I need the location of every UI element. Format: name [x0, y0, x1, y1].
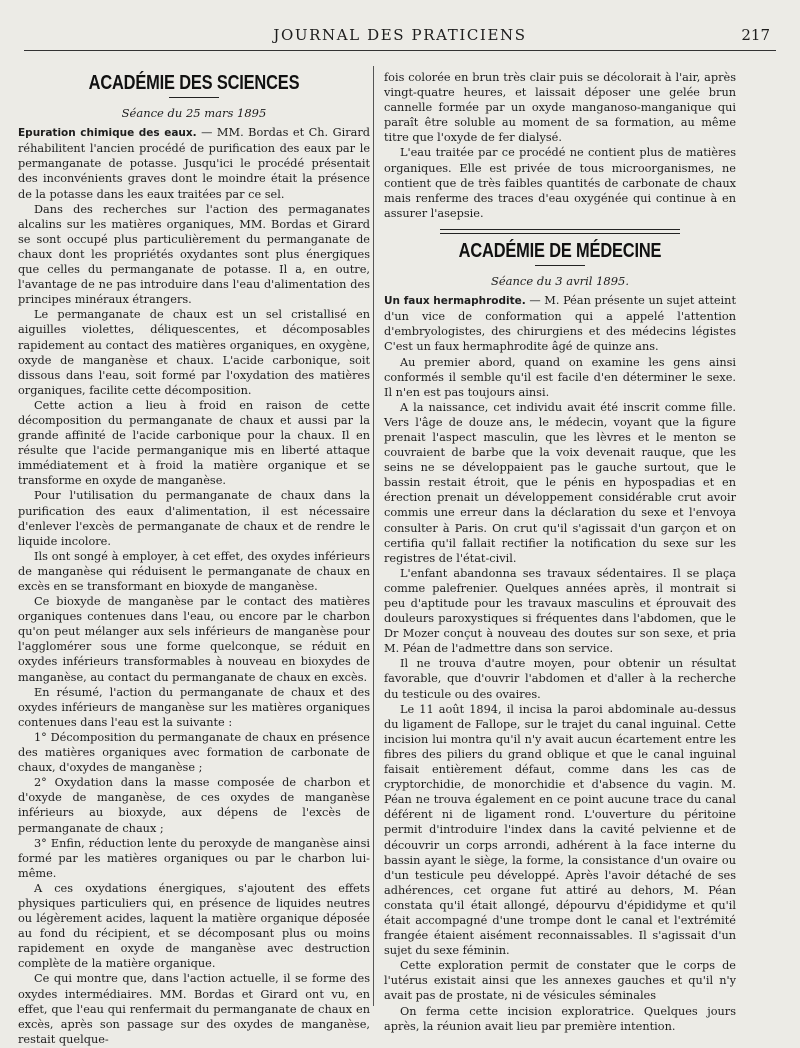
paragraph: 3° Enfin, réduction lente du peroxyde de manganèse ainsi formé par les matières organiques ou par le charbon lui-même.: [18, 836, 370, 880]
paragraph: Ce qui montre que, dans l'action actuelle, il se forme des oxydes intermédiaires. MM. Bordas et Girard ont vu, en effet, que l'eau qui renfermait du permanganate de chaux en excès, après son passage sur des oxydes de manganèse, restait quelque-: [18, 972, 370, 1046]
paragraph: — M. Péan présente un sujet atteint d'un vice de conformation qui a appelé l'attention d'embryologistes, des chirurgiens et des médecins légistes C'est un faux hermaphrodite âgé de quinze ans.: [384, 294, 736, 354]
paragraph: En résumé, l'action du permanganate de chaux et des oxydes inférieurs de manganèse sur les matières organiques contenues dans l'eau est la suivante :: [18, 685, 370, 729]
article-intro: [384, 293, 736, 354]
paragraph: fois colorée en brun très clair puis se décolorait à l'air, après vingt-quatre heures, et laissait déposer une gelée brun cannelle formée par un oxyde manganoso-manganique qui paraît être soluble au moment de sa formation, au même titre que l'oxyde de fer dialysé.: [384, 71, 736, 145]
right-column: [384, 70, 736, 1034]
paragraph: Ils ont songé à employer, à cet effet, des oxydes inférieurs de manganèse qui réduisent le permanganate de chaux en excès en se transformant en bioxyde de manganèse.: [18, 549, 370, 593]
paragraph: Dans des recherches sur l'action des permaganates alcalins sur les matières organiques, MM. Bordas et Girard se sont occupé plus particulièrement du permanganate de chaux dont les propriétés oxydantes sont plus énergiques que celles du permanganate de potasse. Il a, en outre, l'avantage de ne pas introduire dans l'eau d'alimentation des principes minéraux étrangers.: [18, 202, 370, 307]
page-header: [24, 22, 776, 51]
section-title-sciences: ACADÉMIE DES SCIENCES: [88, 72, 300, 94]
paragraph: Ce bioxyde de manganèse par le contact des matières organiques contenues dans l'eau, ou encore par le charbon qu'on peut mélanger aux sels inférieurs de manganèse pour l'agglomérer sous une forme quelconque, se réduit en oxydes inférieurs transformables à nouveau en bioxydes de manganèse, au contact du permanganate de chaux en excès.: [18, 595, 370, 684]
section-title-medecine: ACADÉMIE DE MÉDECINE: [458, 239, 662, 262]
article-title: Un faux hermaphrodite.: [384, 295, 526, 308]
paragraph: 2° Oxydation dans la masse composée de charbon et d'oxyde de manganèse, de ces oxydes de manganèse inférieurs au bioxyde, aux dépens de l'excès de permanganate de chaux ;: [18, 776, 370, 835]
paragraph: Cette action a lieu à froid en raison de cette décomposition du permanganate de chaux et aussi par la grande affinité de l'acide carbonique pour la chaux. Il en résulte que l'acide permanganique mis en liberté attaque immédiatement et à froid la matière organique et se transforme en oxyde de manganèse.: [18, 398, 370, 488]
seance-date: Séance du 3 avril 1895.: [490, 274, 630, 289]
journal-title: JOURNAL DES PRATICIENS: [273, 26, 527, 44]
paragraph: Il ne trouva d'autre moyen, pour obtenir un résultat favorable, que d'ouvrir l'abdomen et d'aller à la recherche du testicule ou des ovaires.: [384, 657, 736, 701]
paragraph: A la naissance, cet individu avait été inscrit comme fille. Vers l'âge de douze ans, le médecin, voyant que la figure prenait l'aspect masculin, que les lèvres et le menton se couvraient de barbe que la voix devenait rauque, que les seins ne se développaient pas le gauche surtout, que le bassin restait étroit, que le pénis en hypospadias et en érection prenait un développement considérable crut avoir commis une erreur dans la déclaration du sexe et l'envoya consulter à Paris. On crut qu'il s'agissait d'un garçon et on certifia qu'il fallait rectifier la notification du sexe sur les registres de l'état-civil.: [384, 400, 736, 565]
section-separator: [440, 229, 680, 234]
paragraph: Au premier abord, quand on examine les gens ainsi conformés il semble qu'il est facile d'en déterminer le sexe. Il n'en est pas toujours ainsi.: [384, 355, 736, 399]
paragraph: L'eau traitée par ce procédé ne contient plus de matières organiques. Elle est privée de tous microorganismes, ne contient que de très faibles quantités de carbonate de chaux mais renferme des traces d'eau oxygénée qui continue à en assurer l'asepsie.: [384, 146, 736, 220]
left-column: [18, 70, 370, 1047]
paragraph: Cette exploration permit de constater que le corps de l'utérus existait ainsi que les annexes gauches et qu'il n'y avait pas de prostate, ni de vésicules séminales: [384, 959, 736, 1003]
paragraph: Le permanganate de chaux est un sel cristallisé en aiguilles violettes, déliquescentes, et décomposables rapidement au contact des matières organiques, en oxygène, oxyde de manganèse et chaux. L'acide carbonique, soit dissous dans l'eau, soit formé par l'oxydation des matières organiques, facilite cette décomposition.: [18, 308, 370, 397]
article-title: Epuration chimique des eaux.: [18, 127, 197, 140]
paragraph: On ferma cette incision exploratrice. Quelques jours après, la réunion avait lieu par première intention.: [384, 1004, 736, 1033]
paragraph: — MM. Bordas et Ch. Girard réhabilitent l'ancien procédé de purification des eaux par le permanganate de potasse. Jusqu'ici le procédé présentait des inconvénients graves dont le moindre était la présence de la potasse dans les eaux traitées par ce sel.: [18, 126, 371, 201]
article-intro: [18, 125, 370, 201]
paragraph: A ces oxydations énergiques, s'ajoutent des effets physiques particuliers qui, en présence de liquides neutres ou légèrement acides, laquent la matière organique déposée au fond du récipient, et se décomposant plus ou moins rapidement en oxyde de manganèse avec destruction complète de la matière organique.: [18, 881, 370, 971]
paragraph: L'enfant abandonna ses travaux sédentaires. Il se plaça comme palefrenier. Quelques années après, il montrait si peu d'aptitude pour les travaux masculins et éprouvait des douleurs paroxystiques si fréquentes dans l'abdomen, que le Dr Mozer conçut à nouveau des doutes sur son sexe, et pria M. Péan de l'admettre dans son service.: [384, 566, 736, 656]
paragraph: Le 11 août 1894, il incisa la paroi abdominale au-dessus du ligament de Fallope, sur le trajet du canal inguinal. Cette incision lui montra qu'il n'y avait aucun écartement entre les fibres des piliers du grand oblique et que le canal inguinal faisait entièrement défaut, comme dans les cas de cryptorchidie, de monorchidie et d'absence du vagin. M. Péan ne trouva également en ce point aucune trace du canal déférent ni de ligament rond. L'ouverture du péritoine permit d'introduire l'index dans la cavité pelvienne et de découvrir un corps arrondi, adhérent à la face interne du bassin ayant le siège, la forme, la consistance d'un ovaire ou d'un testicule peu développé. Après l'avoir détaché de ses adhérences, cet organe fut attiré au dehors, M. Péan constata qu'il était allongé, dépourvu d'épididyme et qu'il était accompagné d'une trompe dont le canal et l'extrémité frangée étaient aisément reconnaissables. Il s'agissait d'un sujet du sexe féminin.: [384, 702, 736, 958]
paragraph: Pour l'utilisation du permanganate de chaux dans la purification des eaux d'alimentation, il est nécessaire d'enlever l'excès de permanganate de chaux et de rendre le liquide incolore.: [18, 489, 370, 548]
paragraph: 1° Décomposition du permanganate de chaux en présence des matières organiques avec formation de carbonate de chaux, d'oxydes de manganèse ;: [18, 730, 370, 775]
seance-date: Séance du 25 mars 1895: [121, 106, 267, 121]
title-rule: [535, 265, 585, 266]
page-number: 217: [741, 26, 770, 44]
title-rule: [169, 97, 219, 98]
column-divider: [373, 66, 374, 1006]
